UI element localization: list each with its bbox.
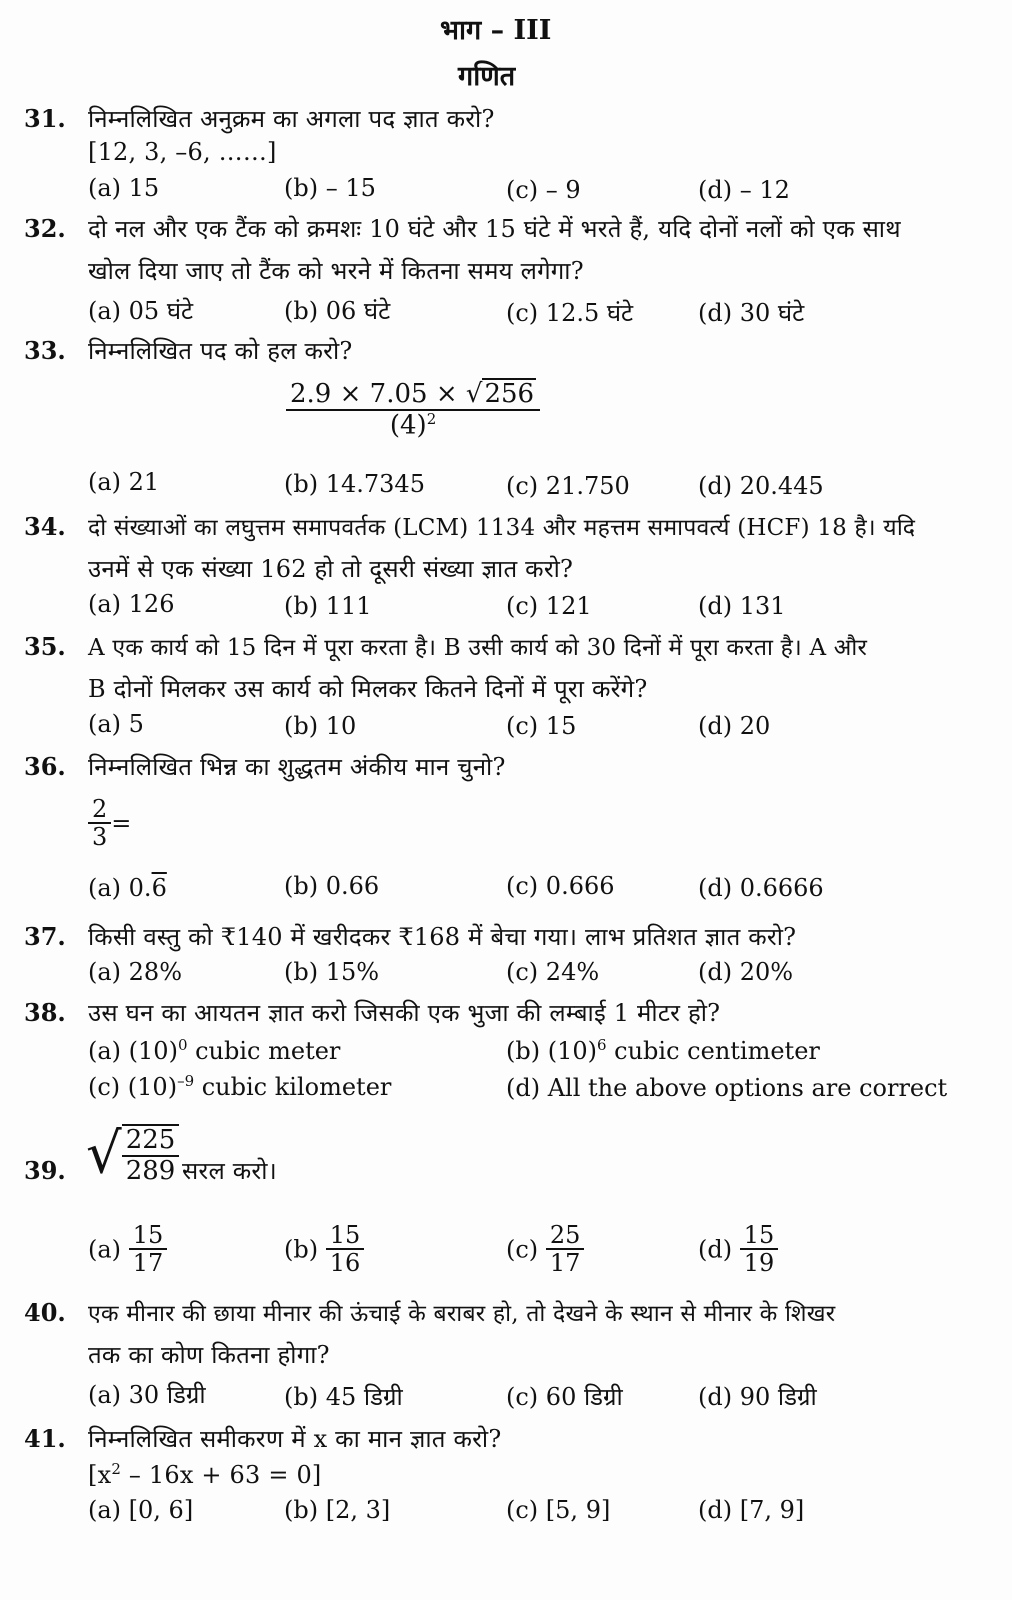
question-text-line2: तक का कोण कितना होगा?	[88, 1341, 330, 1369]
question-text: निम्नलिखित अनुक्रम का अगला पद ज्ञात करो?	[88, 105, 495, 133]
option-a-exponent: 0	[177, 1036, 188, 1054]
radical-numerator: 225	[122, 1126, 180, 1157]
question-number: 41.	[24, 1424, 66, 1453]
option-label: (d)	[698, 1235, 733, 1264]
question-number: 37.	[24, 922, 66, 951]
option-label: (b)	[284, 1235, 319, 1264]
denominator: 19	[743, 1249, 775, 1278]
denominator: 17	[549, 1249, 581, 1278]
option-d: (d) 20%	[698, 958, 794, 986]
sequence: [12, 3, –6, ……]	[88, 138, 277, 166]
numerator: 15	[326, 1222, 365, 1250]
option-a: (a) 30 डिग्री	[88, 1381, 206, 1409]
option-b: (b) 45 डिग्री	[284, 1383, 403, 1411]
option-c: (c) 21.750	[506, 472, 630, 500]
option-d: (d) 20.445	[698, 472, 824, 500]
question-text-line1: दो संख्याओं का लघुत्तम समापवर्तक (LCM) 1134 और महत्तम समापवर्त्य (HCF) 18 है। यदि	[88, 515, 916, 541]
option-c: (c) 12.5 घंटे	[506, 299, 634, 327]
question-number: 31.	[24, 104, 66, 133]
subject-heading: गणित	[458, 61, 516, 92]
option-d: (d) – 12	[698, 176, 790, 204]
option-d	[698, 1222, 778, 1277]
option-a: (a) 126	[88, 590, 175, 618]
option-c: (c) 0.666	[506, 872, 615, 900]
option-b: (b) [2, 3]	[284, 1496, 391, 1524]
option-a-unit: cubic meter	[187, 1037, 341, 1065]
option-c: (c) 60 डिग्री	[506, 1383, 623, 1411]
option-a: (a) 15	[88, 174, 160, 202]
option-b: (b) 111	[284, 592, 372, 620]
radical-expression	[86, 1121, 179, 1187]
option-label: (a)	[88, 1235, 122, 1264]
option-c: (c) 24%	[506, 958, 600, 986]
radical-sign: √	[86, 1121, 122, 1187]
option-c-exponent: –9	[177, 1072, 195, 1090]
question-text-line1: दो नल और एक टैंक को क्रमशः 10 घंटे और 15 घंटे में भरते हैं, यदि दोनों नलों को एक साथ	[88, 215, 901, 243]
question-number: 39.	[24, 1156, 66, 1185]
fraction-two-thirds	[88, 796, 131, 851]
option-b: (b) – 15	[284, 174, 376, 202]
question-number: 38.	[24, 998, 66, 1027]
question-text-line2: खोल दिया जाए तो टैंक को भरने में कितना समय लगेगा?	[88, 257, 584, 285]
option-c: (c) 121	[506, 592, 592, 620]
option-b: (b) 14.7345	[284, 470, 425, 498]
option-a: (a) 5	[88, 710, 144, 738]
option-d: (d) 30 घंटे	[698, 299, 805, 327]
question-text-line2: उनमें से एक संख्या 162 हो तो दूसरी संख्या ज्ञात करो?	[88, 555, 574, 583]
expression-fraction: $\frac{2.9 \times 7.05 \times √256}{(4)^2}$	[286, 378, 540, 440]
question-text-line2: B दोनों मिलकर उस कार्य को मिलकर कितने दिनों में पूरा करेंगे?	[88, 675, 648, 703]
equation	[88, 1460, 322, 1489]
option-a-base: (a) (10)	[88, 1037, 178, 1065]
option-c: (c) – 9	[506, 176, 581, 204]
option-c-unit: cubic kilometer	[194, 1073, 392, 1101]
question-text: उस घन का आयतन ज्ञात करो जिसकी एक भुजा की लम्बाई 1 मीटर हो?	[88, 999, 721, 1027]
option-d: (d) All the above options are correct	[506, 1074, 948, 1102]
option-b: (b) 06 घंटे	[284, 297, 391, 325]
option-b: (b) 0.66	[284, 872, 380, 900]
option-b: (b) 15%	[284, 958, 380, 986]
option-d: (d) [7, 9]	[698, 1496, 805, 1524]
option-b-base: (b) (10)	[506, 1037, 597, 1065]
question-number: 36.	[24, 752, 66, 781]
option-b: (b) 10	[284, 712, 357, 740]
option-label: (c)	[506, 1235, 539, 1264]
option-a	[88, 1222, 167, 1277]
option-a: (a) 05 घंटे	[88, 297, 194, 325]
question-text: किसी वस्तु को ₹140 में खरीदकर ₹168 में बेचा गया। लाभ प्रतिशत ज्ञात करो?	[88, 923, 797, 951]
denominator: 17	[132, 1249, 164, 1278]
option-a-lead: (a) 0.	[88, 874, 152, 902]
option-c	[88, 1072, 391, 1101]
option-a: (a) 28%	[88, 958, 183, 986]
numerator: 2	[88, 796, 111, 824]
option-d: (d) 20	[698, 712, 771, 740]
option-b	[506, 1036, 820, 1065]
option-a	[88, 1036, 340, 1065]
radicand: 256	[484, 379, 535, 409]
question-number: 32.	[24, 214, 66, 243]
question-text-line1: एक मीनार की छाया मीनार की ऊंचाई के बराबर हो, तो देखने के स्थान से मीनार के शिखर	[88, 1301, 836, 1327]
question-number: 33.	[24, 336, 66, 365]
numerator: 25	[546, 1222, 585, 1250]
option-b-unit: cubic centimeter	[606, 1037, 820, 1065]
equation-lead: [x	[88, 1461, 112, 1489]
question-number: 34.	[24, 512, 66, 541]
option-d: (d) 0.6666	[698, 874, 824, 902]
denominator: 16	[329, 1249, 361, 1278]
question-number: 40.	[24, 1298, 66, 1327]
option-c-base: (c) (10)	[88, 1073, 178, 1101]
question-text-line1: A एक कार्य को 15 दिन में पूरा करता है। B उसी कार्य को 30 दिनों में पूरा करता है। A और	[88, 635, 868, 661]
option-b-exponent: 6	[596, 1036, 607, 1054]
numerator-lead: 2.9 × 7.05 ×	[290, 379, 466, 409]
denominator: 3	[92, 823, 108, 852]
question-text: सरल करो।	[182, 1157, 277, 1185]
radical-denominator: 289	[125, 1155, 176, 1186]
question-number: 35.	[24, 632, 66, 661]
option-d: (d) 90 डिग्री	[698, 1383, 817, 1411]
numerator: 15	[129, 1222, 168, 1250]
numerator: 15	[740, 1222, 779, 1250]
equation-tail: – 16x + 63 = 0]	[121, 1461, 322, 1489]
denominator-exponent: 2	[426, 409, 437, 428]
option-a: (a) [0, 6]	[88, 1496, 194, 1524]
question-text: निम्नलिखित पद को हल करो?	[88, 337, 353, 365]
option-b	[284, 1222, 364, 1277]
question-text: निम्नलिखित समीकरण में x का मान ज्ञात करो?	[88, 1425, 502, 1453]
option-c: (c) 15	[506, 712, 577, 740]
option-a: (a) 21	[88, 468, 160, 496]
option-a-recurring: 6	[151, 874, 167, 902]
part-heading: भाग – III	[440, 15, 552, 46]
equation-exponent: 2	[111, 1460, 122, 1478]
question-text: निम्नलिखित भिन्न का शुद्धतम अंकीय मान चुनो?	[88, 753, 506, 781]
equals-sign: =	[111, 809, 132, 838]
option-c: (c) [5, 9]	[506, 1496, 611, 1524]
option-a	[88, 874, 167, 902]
option-d: (d) 131	[698, 592, 786, 620]
option-c	[506, 1222, 584, 1277]
denominator: (4)	[389, 410, 427, 441]
